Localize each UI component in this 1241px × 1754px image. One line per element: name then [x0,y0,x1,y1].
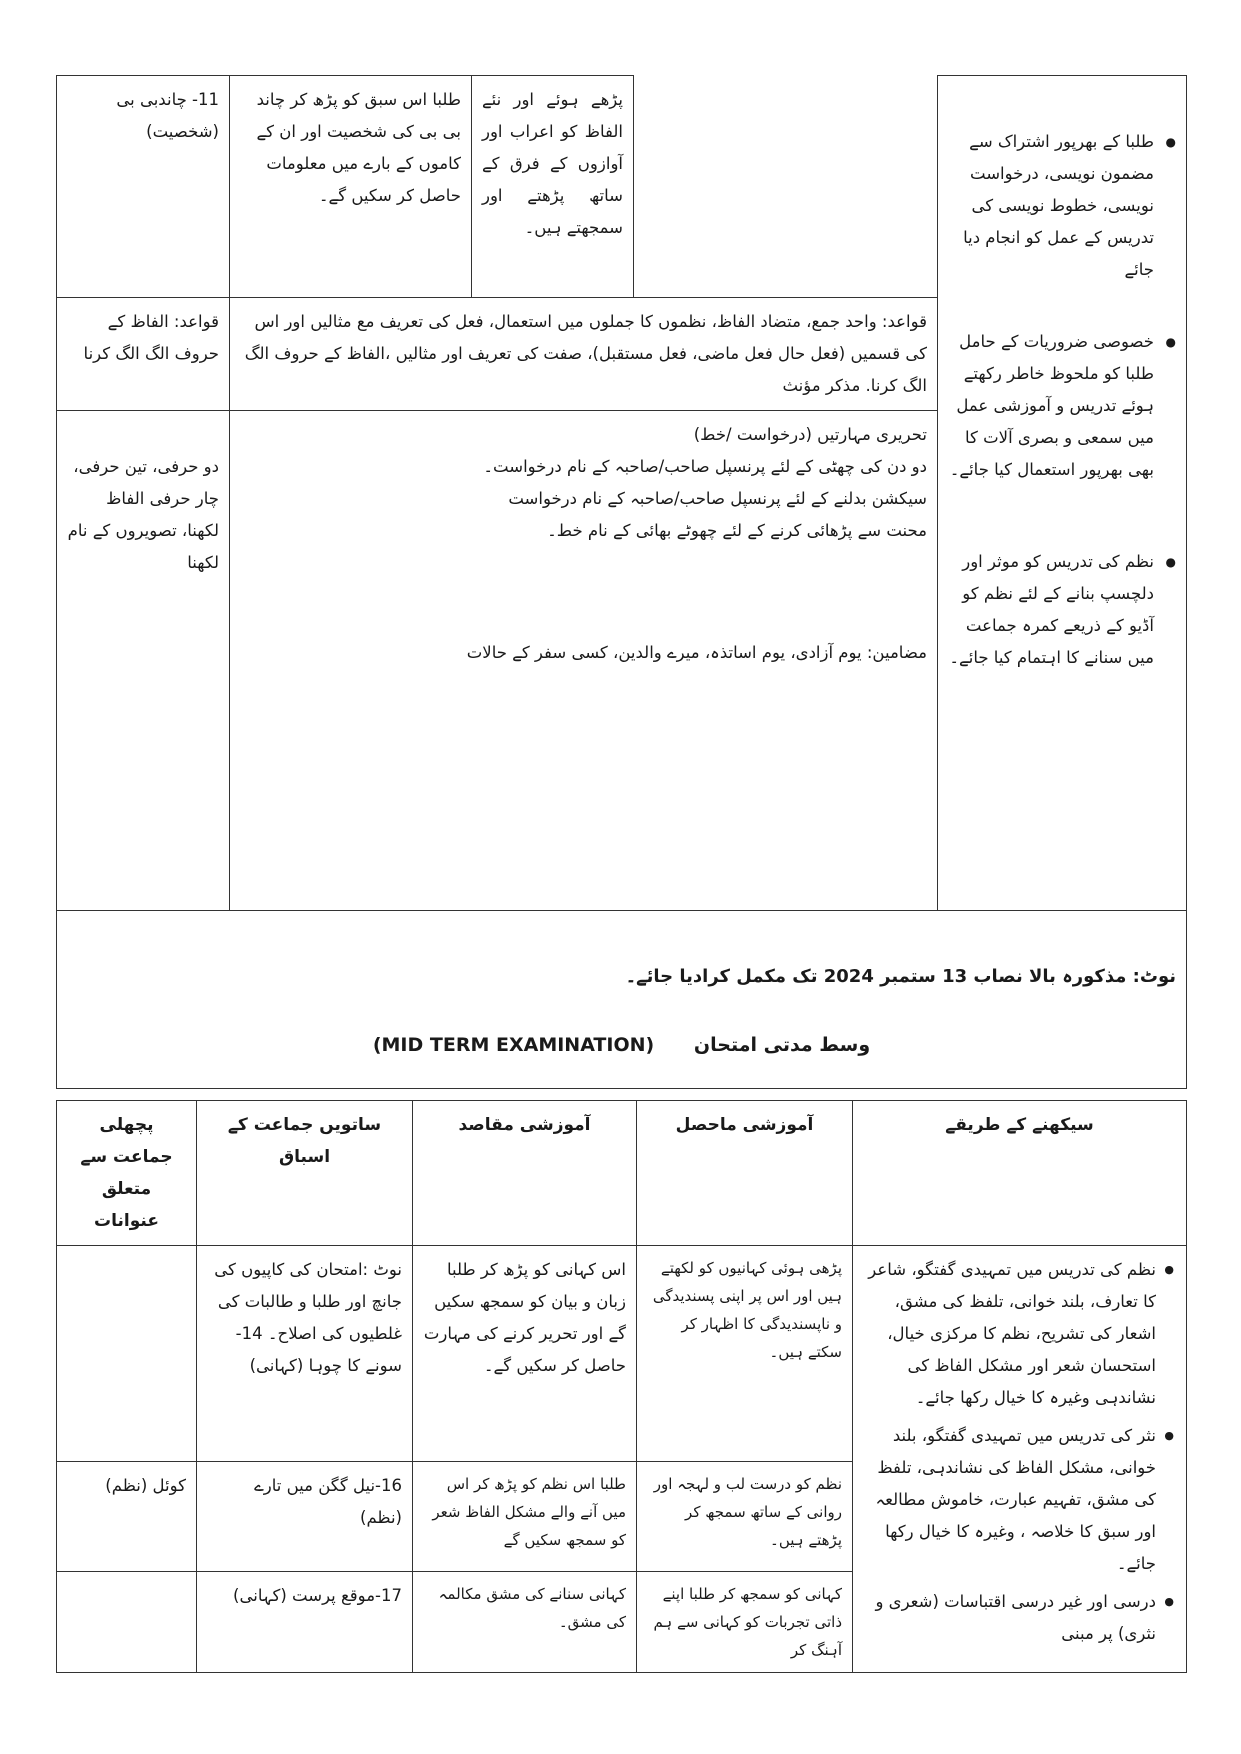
prev-cell [57,1246,197,1462]
methods-cell [938,76,1187,911]
writing-line: دو دن کی چھٹی کے لئے پرنسپل صاحب/صاحبہ کے نام درخواست۔ [483,457,927,476]
list-item: ● نظم کی تدریس کو موثر اور دلچسپ بنانے کے لئے نظم کو آڈیو کے ذریعے کمرہ جماعت میں سنانے کا اہتمام کیا جائے۔ [948,546,1154,674]
objective-cell: اس کہانی کو پڑھ کر طلبا زبان و بیان کو سمجھ سکیں گے اور تحریر کرنے کی مہارت حاصل کر سکیں گے۔ [413,1246,637,1462]
methods-list [863,1254,1176,1650]
exam-english: (MID TERM EXAMINATION) [372,1034,655,1056]
completion-note: نوٹ: مذکورہ بالا نصاب 13 ستمبر 2024 تک مکمل کرادیا جائے۔ [625,966,1176,987]
list-item: ● درسی اور غیر درسی اقتباسات (شعری و نثری) پر مبنی [863,1586,1156,1650]
exam-urdu: وسط مدتی امتحان [693,1034,871,1056]
header-objectives: آموزشی مقاصد [413,1101,637,1246]
outcome-cell: پڑھی ہوئی کہانیوں کو لکھتے ہیں اور اس پر اپنی پسندیدگی و ناپسندیدگی کا اظہار کر سکتے ہیں۔ [637,1246,853,1462]
writing-line: تحریری مہارتیں (درخواست /خط) [693,425,927,444]
writing-line: محنت سے پڑھائی کرنے کے لئے چھوٹے بھائی کے نام خط۔ [547,521,927,540]
note-cell [57,911,1187,1089]
list-item: ● نظم کی تدریس میں تمہیدی گفتگو، شاعر کا تعارف، بلند خوانی، تلفظ کی مشق، اشعار کی تشریح، نظم کا مرکزی خیال، استحسان شعر اور مشکل الفاظ کی نشاندہی وغیرہ کا خیال رکھا جائے۔ [863,1254,1156,1414]
header-methods: سیکھنے کے طریقے [853,1101,1187,1246]
grammar-text-cell: قواعد: واحد جمع، متضاد الفاظ، نظموں کا جملوں میں استعمال، فعل کی تعریف مع مثالیں اور اس کی قسمیں (فعل حال فعل ماضی، فعل مستقبل)، صفت کی تعریف اور مثالیں ،الفاظ کے حروف الگ الگ کرنا. مذکر مؤنث [230,298,938,411]
lesson-cell: نوٹ :امتحان کی کاپیوں کی جانچ اور طلبا و طالبات کی غلطیوں کی اصلاح۔ 14-سونے کا چوہا (کہانی) [197,1246,413,1462]
writing-skills-cell [230,411,938,911]
list-item: ● طلبا کے بھرپور اشتراک سے مضمون نویسی، درخواست نویسی، خطوط نویسی کی تدریس کے عمل کو انجام دیا جائے [948,126,1154,286]
writing-line: سیکشن بدلنے کے لئے پرنسپل صاحب/صاحبہ کے نام درخواست [508,489,927,508]
grammar-topic-cell: قواعد: الفاظ کے حروف الگ الگ کرنا [57,298,230,411]
prev-cell: کوئل (نظم) [57,1462,197,1572]
lesson-plan-table-1 [56,75,1187,1089]
table-header-row [57,1101,1187,1246]
lesson-cell: 16-نیل گگن میں تارے (نظم) [197,1462,413,1572]
lesson-cell: 17-موقع پرست (کہانی) [197,1572,413,1673]
table-row [57,911,1187,1089]
header-lessons: ساتویں جماعت کے اسباق [197,1101,413,1246]
writing-topic-cell: دو حرفی، تین حرفی، چار حرفی الفاظ لکھنا، تصویروں کے نام لکھنا [57,411,230,911]
empty-cell [634,76,938,298]
header-outcomes: آموزشی ماحصل [637,1101,853,1246]
methods-list [948,126,1176,674]
outcome-cell: کہانی کو سمجھ کر طلبا اپنے ذاتی تجربات کو کہانی سے ہم آہنگ کر [637,1572,853,1673]
header-prev: پچھلی جماعت سے متعلق عنوانات [57,1101,197,1246]
table-row [57,1246,1187,1462]
objective-cell: کہانی سنانے کی مشق مکالمہ کی مشق۔ [413,1572,637,1673]
methods-cell [853,1246,1187,1673]
outcome-cell: پڑھے ہوئے اور نئے الفاظ کو اعراب اور آوازوں کے فرق کے ساتھ پڑھتے اور سمجھتے ہیں۔ [472,76,634,298]
outcome-cell: نظم کو درست لب و لہجہ اور روانی کے ساتھ سمجھ کر پڑھتے ہیں۔ [637,1462,853,1572]
lesson-topic-cell: 11- چاندبی بی (شخصیت) [57,76,230,298]
objective-cell: طلبا اس نظم کو پڑھ کر اس میں آنے والے مشکل الفاظ شعر کو سمجھ سکیں گے [413,1462,637,1572]
list-item: ● خصوصی ضروریات کے حامل طلبا کو ملحوظ خاطر رکھتے ہوئے تدریس و آموزشی عمل میں سمعی و بصری آلات کا بھی بھرپور استعمال کیا جائے۔ [948,326,1154,486]
lesson-plan-table-2 [56,1100,1187,1673]
prev-cell [57,1572,197,1673]
list-item: ● نثر کی تدریس میں تمہیدی گفتگو، بلند خوانی، مشکل الفاظ کی نشاندہی، تلفظ کی مشق، تفہیم عبارت، خاموش مطالعہ اور سبق کا خلاصہ ، وغیرہ کا خیال رکھا جائے۔ [863,1420,1156,1580]
objective-cell: طلبا اس سبق کو پڑھ کر چاند بی بی کی شخصیت اور ان کے کاموں کے بارے میں معلومات حاصل کر سکیں گے۔ [230,76,472,298]
table-row [57,76,1187,298]
essays-line: مضامین: یوم آزادی، یوم اساتذہ، میرے والدین، کسی سفر کے حالات [466,643,927,662]
exam-heading [67,1029,1176,1061]
